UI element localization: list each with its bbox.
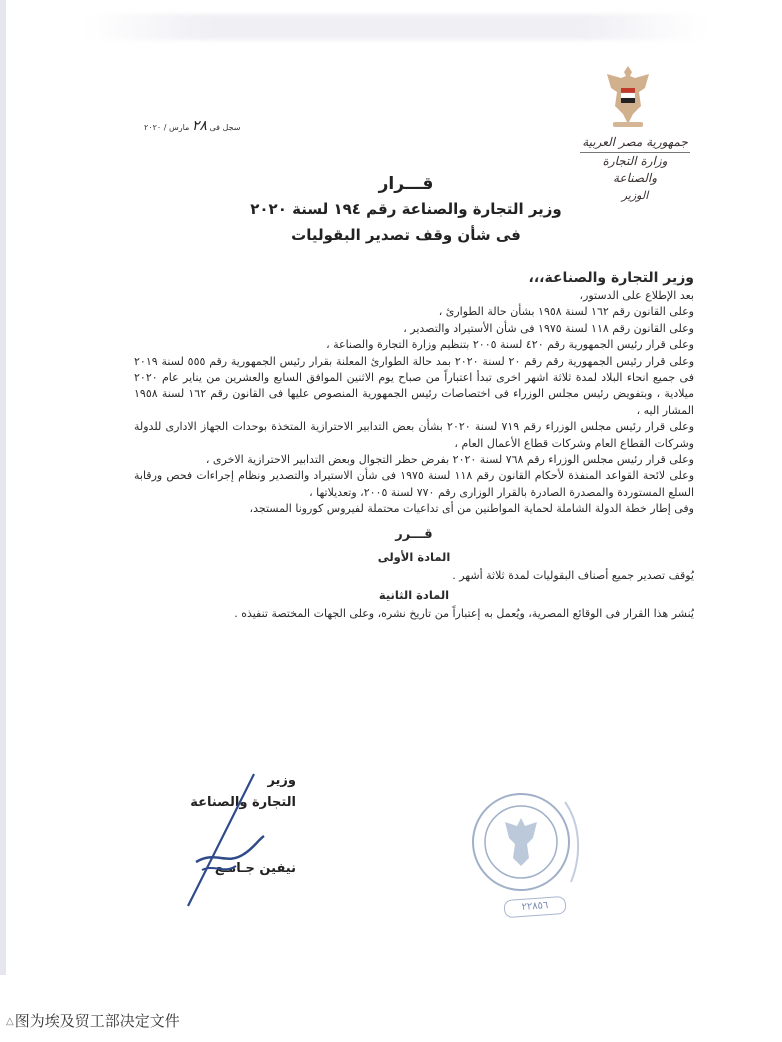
preamble-item: وفى إطار خطة الدولة الشاملة لحماية المواطنين من أى تداعيات محتملة لفيروس كورونا المستجد، (249, 502, 694, 516)
handwritten-signature-icon (166, 770, 276, 910)
article-heading: المادة الثانية (378, 588, 450, 603)
reference-prefix: سجل فى (209, 123, 241, 132)
scan-shadow-band (86, 14, 706, 40)
ministry-seal-stamp-icon (461, 782, 591, 912)
letterhead-country: جمهورية مصر العربية (580, 134, 690, 153)
reference-day: ٢٨ (191, 118, 207, 134)
article-heading: المادة الأولى (377, 549, 451, 564)
preamble-item: وعلى قرار رئيس الجمهورية رقم ٤٢٠ لسنة ٢٠٠٥ بتنظيم وزارة التجارة والصناعة ، (326, 338, 694, 352)
caption-text: 图为埃及贸工部决定文件 (14, 1012, 180, 1030)
image-caption (6, 1010, 180, 1031)
signatory-name: نيفين جـامـع (214, 861, 296, 876)
preamble-item: وعلى قرار رئيس الجمهورية رقم رقم ٢٠ لسنة ٢٠٢٠ بمد حالة الطوارئ المعلنة بقرار رئيس الجمهورية رقم ٥٥٥ لسنة ٢٠١٩ فى جميع انحاء البلاد لمدة ثلاثة اشهر اخرى تبدأ اعتباراً من صباح يوم الاثنين الموافق السابع والعشرين من يناير عام ٢٠٢٠ ميلادية ، وبتفويض رئيس مجلس الوزراء فى اختصاصات رئيس الجمهورية المنصوص عليها فى القانون رقم ١٦٢ لسنة ١٩٥٨ المشار اليه ، (134, 354, 695, 417)
decree-title (206, 172, 606, 248)
decree-heading: قـــرار (378, 174, 434, 194)
registration-reference (144, 118, 240, 134)
preamble-item: بعد الإطلاع على الدستور، (579, 289, 694, 302)
preamble-item: وعلى لائحة القواعد المنفذة لأحكام القانون رقم ١١٨ لسنة ١٩٧٥ فى شأن الاستيراد والتصدير ونظام إجراءات فحص ورقابة السلع المستوردة والمصدرة الصادرة بالقرار الوزارى رقم ٧٧٠ لسنة ٢٠٠٥، وتعديلاتها ، (134, 469, 695, 499)
stamp-serial-number: ٢٢٨٥٦ (503, 896, 566, 918)
signatory-title-line1: وزير (267, 773, 296, 788)
signatory-title-line2: التجارة والصناعة (190, 795, 296, 810)
egypt-eagle-emblem-icon (603, 62, 653, 132)
preamble-item: وعلى قرار رئيس مجلس الوزراء رقم ٧١٩ لسنة ٢٠٢٠ بشأن بعض التدابير الاحترازية المتخذة بوحدات الجهاز الادارى للدولة وشركات القطاع العام وشركات قطاع الأعمال العام ، (134, 420, 695, 450)
decree-subject-line: فى شأن وقف تصدير البقوليات (291, 226, 521, 244)
decree-body (134, 268, 694, 623)
preamble-item: وعلى قرار رئيس مجلس الوزراء رقم ٧٦٨ لسنة ٢٠٢٠ بفرض حظر التجوال وبعض التدابير الاحترازية الاخرى ، (205, 453, 694, 467)
article-text: يُوقف تصدير جميع أصناف البقوليات لمدة ثلاثة أشهر . (452, 568, 694, 582)
decision-heading: قـــرر (395, 526, 433, 542)
reference-month-year: مارس / ٢٠٢٠ (144, 123, 190, 132)
addressee: وزير التجارة والصناعة،،، (528, 270, 694, 286)
triangle-up-icon: △ (6, 1016, 14, 1027)
preamble-item: وعلى القانون رقم ١٦٢ لسنة ١٩٥٨ بشأن حالة الطوارئ ، (438, 305, 694, 319)
letterhead-ministry: وزارة التجارة والصناعة (602, 154, 668, 185)
letterhead-office: الوزير (621, 189, 649, 202)
article-text: يُنشر هذا القرار فى الوقائع المصرية، ويُعمل به إعتباراً من تاريخ نشره، وعلى الجهات المختصة تنفيذه . (234, 607, 694, 621)
preamble-item: وعلى القانون رقم ١١٨ لسنة ١٩٧٥ فى شأن الأستيراد والتصدير ، (403, 321, 694, 335)
decree-number-line: وزير التجارة والصناعة رقم ١٩٤ لسنة ٢٠٢٠ (250, 200, 562, 218)
